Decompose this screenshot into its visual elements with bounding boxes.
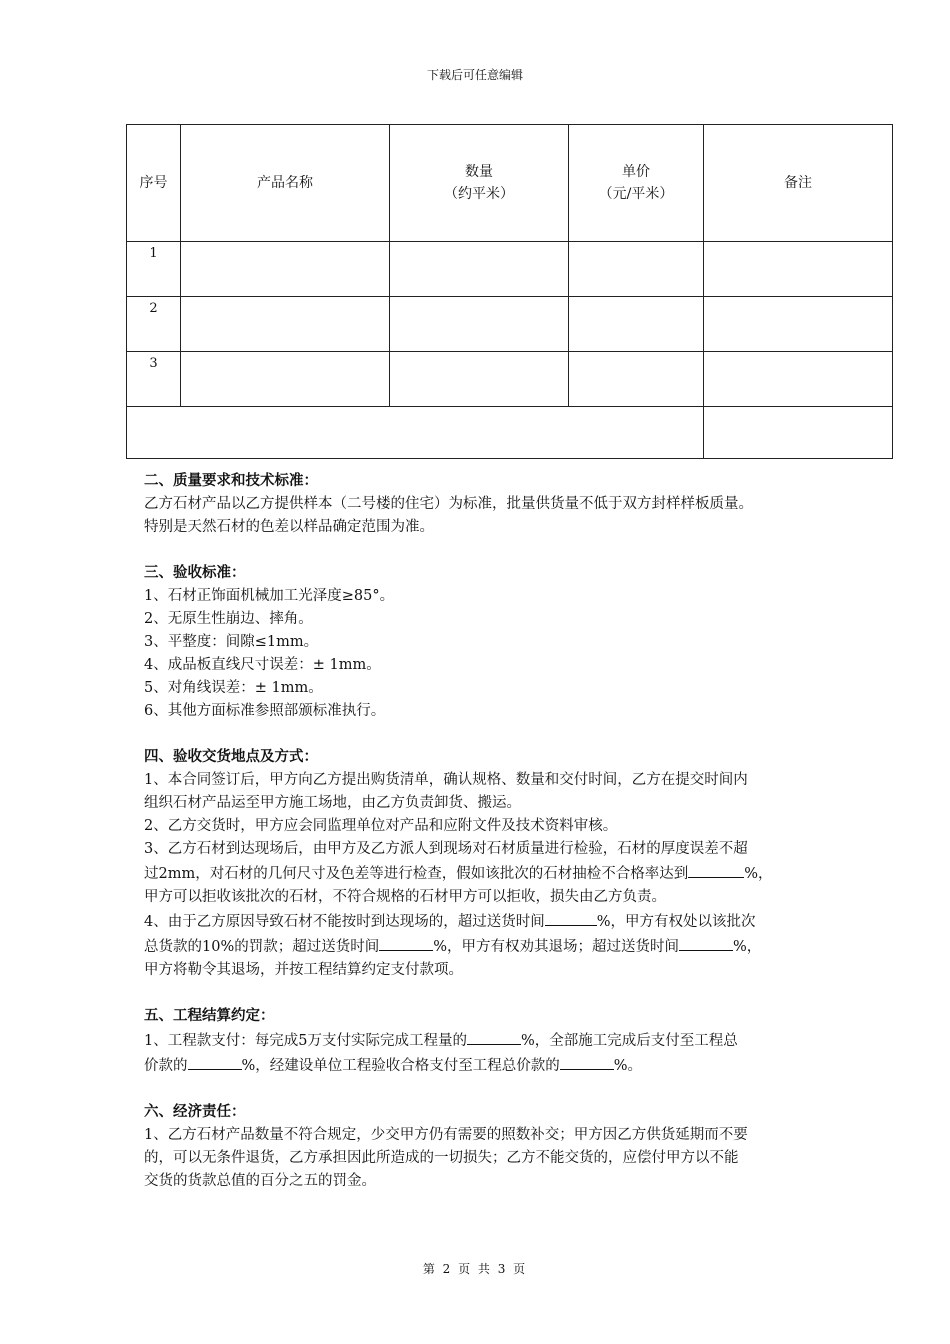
header-cell-product-name: 产品名称 (181, 125, 390, 242)
table-cell (704, 242, 893, 297)
list-item: 4、成品板直线尺寸误差：± 1mm。 (144, 657, 381, 673)
paragraph: 甲方可以拒收该批次的石材，不符合规格的石材甲方可以拒收，损失由乙方负责。 (144, 889, 666, 905)
list-item: 2、无原生性崩边、摔角。 (144, 611, 313, 627)
section-title: 五、工程结算约定： (144, 1008, 275, 1024)
table-cell (704, 407, 893, 459)
paragraph: 总货款的10%的罚款；超过送货时间 %，甲方有权劝其退场；超过送货时间 %， (144, 934, 814, 959)
paragraph: 过2mm，对石材的几何尺寸及色差等进行检查，假如该批次的石材抽检不合格率达到 %， (144, 861, 814, 886)
section-delivery (144, 746, 814, 982)
table-cell (181, 352, 390, 407)
paragraph: 乙方石材产品以乙方提供样本（二号楼的住宅）为标准，批量供货量不低于双方封样样板质量。 (144, 496, 753, 512)
section-quality (144, 470, 814, 539)
page-header: 下载后可任意编辑 (426, 68, 523, 82)
table-row (127, 242, 893, 297)
paragraph: 4、由于乙方原因导致石材不能按时到达现场的，超过送货时间 %，甲方有权处以该批次 (144, 909, 814, 934)
header-cell-index: 序号 (127, 125, 181, 242)
row-number: 3 (127, 352, 181, 407)
table-cell (704, 297, 893, 352)
paragraph: 1、乙方石材产品数量不符合规定，少交甲方仍有需要的照数补交；甲方因乙方供货延期而不要 (144, 1127, 748, 1143)
section-title: 六、经济责任： (144, 1104, 246, 1120)
table-row (127, 352, 893, 407)
list-item: 5、对角线误差：± 1mm。 (144, 680, 323, 696)
fill-in-blank[interactable] (188, 1053, 242, 1070)
fill-in-blank[interactable] (467, 1028, 521, 1045)
paragraph: 1、本合同签订后，甲方向乙方提出购货清单，确认规格、数量和交付时间，乙方在提交时间内 (144, 772, 748, 788)
paragraph: 交货的货款总值的百分之五的罚金。 (144, 1173, 376, 1189)
table-cell (390, 242, 569, 297)
paragraph: 组织石材产品运至甲方施工场地，由乙方负责卸货、搬运。 (144, 795, 521, 811)
section-title: 四、验收交货地点及方式： (144, 749, 318, 765)
product-table (126, 124, 893, 459)
paragraph: 甲方将勒令其退场，并按工程结算约定支付款项。 (144, 962, 463, 978)
fill-in-blank[interactable] (379, 934, 433, 951)
table-cell (569, 297, 704, 352)
paragraph: 1、工程款支付：每完成5万支付实际完成工程量的 %，全部施工完成后支付至工程总 (144, 1028, 814, 1053)
fill-in-blank[interactable] (688, 861, 744, 878)
table-header-row (127, 125, 893, 242)
section-title: 三、验收标准： (144, 565, 246, 581)
table-cell (569, 242, 704, 297)
table-total-row (127, 407, 893, 459)
section-liability (144, 1101, 814, 1193)
section-settlement (144, 1005, 814, 1078)
page-footer: 第 2 页 共 3 页 (422, 1262, 528, 1276)
table-cell (181, 297, 390, 352)
paragraph: 价款的 %，经建设单位工程验收合格支付至工程总价款的 %。 (144, 1053, 814, 1078)
paragraph: 特别是天然石材的色差以样品确定范围为准。 (144, 519, 434, 535)
list-item: 3、平整度：间隙≤1mm。 (144, 634, 319, 650)
table-cell (704, 352, 893, 407)
paragraph: 3、乙方石材到达现场后，由甲方及乙方派人到现场对石材质量进行检验，石材的厚度误差不超 (144, 841, 748, 857)
table-cell (390, 352, 569, 407)
list-item: 6、其他方面标准参照部颁标准执行。 (144, 703, 386, 719)
table-cell (181, 242, 390, 297)
contract-body (144, 470, 814, 1216)
row-number: 1 (127, 242, 181, 297)
table-cell (390, 297, 569, 352)
paragraph: 2、乙方交货时，甲方应会同监理单位对产品和应附文件及技术资料审核。 (144, 818, 618, 834)
header-cell-unit-price: 单价 （元/平米） (569, 125, 704, 242)
section-acceptance (144, 562, 814, 723)
row-number: 2 (127, 297, 181, 352)
section-title: 二、质量要求和技术标准： (144, 473, 318, 489)
fill-in-blank[interactable] (545, 909, 597, 926)
header-cell-quantity: 数量 （约平米） (390, 125, 569, 242)
table-cell (569, 352, 704, 407)
header-cell-remarks: 备注 (704, 125, 893, 242)
table-row (127, 297, 893, 352)
total-cell (127, 407, 704, 459)
paragraph: 的，可以无条件退货，乙方承担因此所造成的一切损失；乙方不能交货的，应偿付甲方以不能 (144, 1150, 739, 1166)
fill-in-blank[interactable] (679, 934, 733, 951)
fill-in-blank[interactable] (560, 1053, 614, 1070)
list-item: 1、石材正饰面机械加工光泽度≥85°。 (144, 588, 395, 604)
